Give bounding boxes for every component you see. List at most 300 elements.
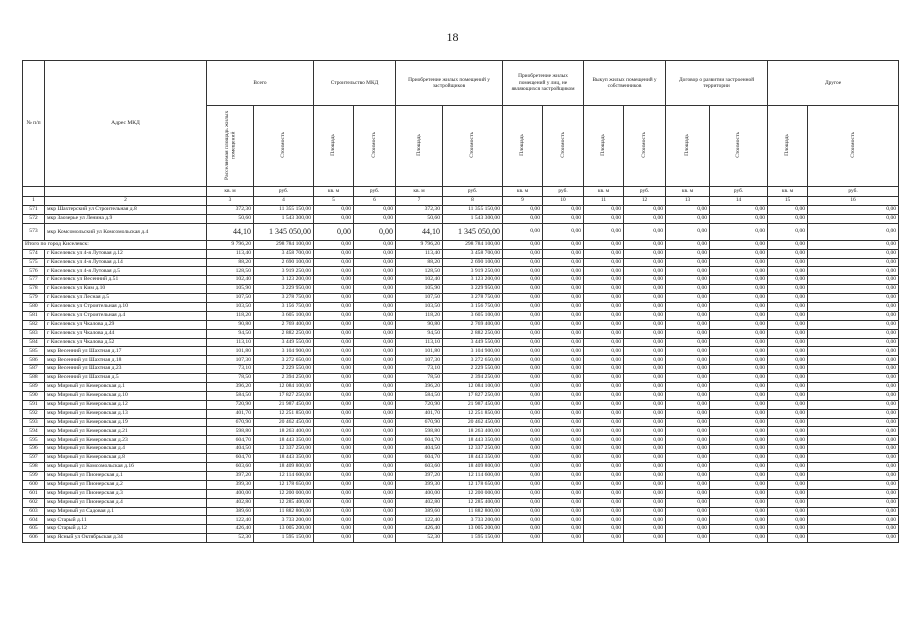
value-cell: 0,00 <box>354 214 396 223</box>
value-cell: 0,00 <box>808 294 899 303</box>
value-cell: 3 123 200,00 <box>443 276 503 285</box>
value-cell: 0,00 <box>768 507 808 516</box>
value-cell: 0,00 <box>584 489 624 498</box>
value-cell: 0,00 <box>503 329 543 338</box>
value-cell: 3 229 950,00 <box>443 285 503 294</box>
value-cell: 0,00 <box>808 347 899 356</box>
value-cell: 122,40 <box>396 516 443 525</box>
value-cell: 603,60 <box>207 463 254 472</box>
value-cell: 404,50 <box>207 445 254 454</box>
address-cell: мкр Старый д.12 <box>45 525 207 534</box>
value-cell: 0,00 <box>808 285 899 294</box>
value-cell: 0,00 <box>710 249 768 258</box>
value-cell: 0,00 <box>503 365 543 374</box>
value-cell: 12 114 600,00 <box>254 471 314 480</box>
value-cell: 0,00 <box>768 240 808 249</box>
value-cell: 0,00 <box>624 285 666 294</box>
value-cell: 0,00 <box>666 347 710 356</box>
value-cell: 720,90 <box>207 400 254 409</box>
value-cell: 18 443 350,00 <box>254 436 314 445</box>
header-sub-cost: Стоимость <box>443 106 503 187</box>
value-cell: 0,00 <box>710 463 768 472</box>
value-cell: 0,00 <box>808 303 899 312</box>
value-cell: 0,00 <box>503 240 543 249</box>
value-cell: 0,00 <box>584 436 624 445</box>
value-cell: 598,80 <box>396 427 443 436</box>
value-cell: 0,00 <box>314 347 354 356</box>
table-row <box>23 436 899 445</box>
value-cell: 0,00 <box>808 249 899 258</box>
value-cell: 0,00 <box>710 267 768 276</box>
table-row <box>23 489 899 498</box>
value-cell: 0,00 <box>543 365 584 374</box>
address-cell: г Киселевск ул Чкалова д.52 <box>45 338 207 347</box>
value-cell: 0,00 <box>584 454 624 463</box>
value-cell: 0,00 <box>624 365 666 374</box>
table-row <box>23 294 899 303</box>
unit-rub: руб. <box>543 187 584 197</box>
column-number: 15 <box>768 197 808 206</box>
value-cell: 0,00 <box>314 507 354 516</box>
column-number: 1 <box>23 197 45 206</box>
unit-cell <box>45 187 207 197</box>
value-cell: 0,00 <box>808 409 899 418</box>
header-sub-area-total: Расселяемая площадь жилых помещений <box>207 106 254 187</box>
value-cell: 0,00 <box>808 445 899 454</box>
unit-rub: руб. <box>354 187 396 197</box>
value-cell: 426,40 <box>207 525 254 534</box>
header-group-non-developers: Приобретение жилых помещений у лиц, не являющихся застройщиком <box>503 61 584 106</box>
value-cell: 0,00 <box>584 311 624 320</box>
value-cell: 0,00 <box>314 516 354 525</box>
value-cell: 78,50 <box>207 374 254 383</box>
row-number: 589 <box>23 383 45 392</box>
value-cell: 0,00 <box>666 534 710 543</box>
value-cell: 0,00 <box>584 427 624 436</box>
value-cell: 0,00 <box>768 391 808 400</box>
value-cell: 11 882 800,00 <box>254 507 314 516</box>
value-cell: 18 443 350,00 <box>254 454 314 463</box>
value-cell: 0,00 <box>710 498 768 507</box>
value-cell: 372,30 <box>396 206 443 215</box>
value-cell: 0,00 <box>584 445 624 454</box>
value-cell: 21 987 450,00 <box>443 400 503 409</box>
value-cell: 0,00 <box>768 480 808 489</box>
table-row <box>23 320 899 329</box>
value-cell: 107,50 <box>207 294 254 303</box>
total-row <box>23 240 899 249</box>
value-cell: 0,00 <box>503 320 543 329</box>
value-cell: 2 882 250,00 <box>254 329 314 338</box>
value-cell: 18 409 800,00 <box>254 463 314 472</box>
row-number: 597 <box>23 454 45 463</box>
table-row <box>23 249 899 258</box>
value-cell: 3 278 750,00 <box>443 294 503 303</box>
value-cell: 397,20 <box>207 471 254 480</box>
value-cell: 128,50 <box>396 267 443 276</box>
value-cell: 0,00 <box>666 445 710 454</box>
value-cell: 0,00 <box>624 534 666 543</box>
value-cell: 0,00 <box>314 206 354 215</box>
value-cell: 0,00 <box>354 480 396 489</box>
table-row <box>23 498 899 507</box>
value-cell: 3 104 900,00 <box>443 347 503 356</box>
value-cell: 0,00 <box>666 240 710 249</box>
value-cell: 0,00 <box>543 383 584 392</box>
column-number: 11 <box>584 197 624 206</box>
value-cell: 0,00 <box>314 223 354 240</box>
value-cell: 11 355 150,00 <box>443 206 503 215</box>
value-cell: 0,00 <box>314 436 354 445</box>
address-cell: мкр Мирный ул Пионерская д.1 <box>45 471 207 480</box>
value-cell: 0,00 <box>666 516 710 525</box>
value-cell: 0,00 <box>314 258 354 267</box>
value-cell: 584,50 <box>396 391 443 400</box>
value-cell: 3 449 550,00 <box>254 338 314 347</box>
value-cell: 0,00 <box>710 365 768 374</box>
value-cell: 0,00 <box>624 418 666 427</box>
value-cell: 3 229 950,00 <box>254 285 314 294</box>
value-cell: 0,00 <box>503 276 543 285</box>
value-cell: 0,00 <box>768 445 808 454</box>
value-cell: 0,00 <box>666 391 710 400</box>
table-row <box>23 285 899 294</box>
value-cell: 400,00 <box>207 489 254 498</box>
table-row <box>23 347 899 356</box>
value-cell: 12 337 250,00 <box>254 445 314 454</box>
table-row <box>23 525 899 534</box>
value-cell: 0,00 <box>543 507 584 516</box>
value-cell: 128,50 <box>207 267 254 276</box>
value-cell: 0,00 <box>666 258 710 267</box>
value-cell: 1 543 300,00 <box>443 214 503 223</box>
value-cell: 0,00 <box>543 427 584 436</box>
value-cell: 0,00 <box>768 338 808 347</box>
value-cell: 0,00 <box>503 347 543 356</box>
address-cell: мкр Весенний ул Шахтная д.5 <box>45 374 207 383</box>
unit-sqm: кв. м <box>768 187 808 197</box>
value-cell: 0,00 <box>666 409 710 418</box>
value-cell: 3 919 250,00 <box>443 267 503 276</box>
table-body <box>23 206 899 543</box>
value-cell: 12 251 850,00 <box>443 409 503 418</box>
value-cell: 0,00 <box>314 214 354 223</box>
column-number: 2 <box>45 197 207 206</box>
value-cell: 0,00 <box>666 285 710 294</box>
value-cell: 0,00 <box>354 427 396 436</box>
value-cell: 0,00 <box>503 214 543 223</box>
column-number: 7 <box>396 197 443 206</box>
value-cell: 396,20 <box>396 383 443 392</box>
value-cell: 0,00 <box>314 365 354 374</box>
value-cell: 0,00 <box>354 489 396 498</box>
table-row <box>23 258 899 267</box>
address-cell: мкр Мирный ул Кемеровская д.1 <box>45 383 207 392</box>
value-cell: 0,00 <box>314 303 354 312</box>
value-cell: 0,00 <box>503 534 543 543</box>
value-cell: 0,00 <box>503 454 543 463</box>
value-cell: 0,00 <box>666 294 710 303</box>
value-cell: 0,00 <box>503 427 543 436</box>
value-cell: 0,00 <box>584 471 624 480</box>
column-number-row <box>23 197 899 206</box>
value-cell: 0,00 <box>808 223 899 240</box>
value-cell: 3 272 650,00 <box>254 356 314 365</box>
value-cell: 0,00 <box>503 258 543 267</box>
address-cell: г Киселевск ул Чкалова д.44 <box>45 329 207 338</box>
value-cell: 0,00 <box>584 525 624 534</box>
value-cell: 0,00 <box>768 454 808 463</box>
value-cell: 0,00 <box>543 276 584 285</box>
value-cell: 426,40 <box>396 525 443 534</box>
value-cell: 3 919 250,00 <box>254 267 314 276</box>
value-cell: 0,00 <box>666 489 710 498</box>
value-cell: 50,60 <box>396 214 443 223</box>
value-cell: 0,00 <box>624 480 666 489</box>
value-cell: 0,00 <box>624 489 666 498</box>
value-cell: 389,60 <box>207 507 254 516</box>
value-cell: 0,00 <box>584 463 624 472</box>
header-sub-area: Площадь <box>666 106 710 187</box>
table-row <box>23 356 899 365</box>
value-cell: 0,00 <box>768 463 808 472</box>
value-cell: 12 178 650,00 <box>443 480 503 489</box>
value-cell: 0,00 <box>666 338 710 347</box>
value-cell: 0,00 <box>624 383 666 392</box>
value-cell: 113,40 <box>396 249 443 258</box>
value-cell: 12 084 100,00 <box>254 383 314 392</box>
value-cell: 0,00 <box>584 347 624 356</box>
value-cell: 3 733 200,00 <box>443 516 503 525</box>
address-cell: мкр Заозерье ул Ленина д.9 <box>45 214 207 223</box>
value-cell: 12 178 650,00 <box>254 480 314 489</box>
value-cell: 0,00 <box>666 267 710 276</box>
table-row <box>23 445 899 454</box>
value-cell: 0,00 <box>710 214 768 223</box>
value-cell: 9 796,20 <box>207 240 254 249</box>
value-cell: 0,00 <box>666 507 710 516</box>
value-cell: 0,00 <box>314 267 354 276</box>
value-cell: 0,00 <box>354 276 396 285</box>
header-group-buyout: Выкуп жилых помещений у собственников <box>584 61 666 106</box>
value-cell: 0,00 <box>503 516 543 525</box>
value-cell: 0,00 <box>710 445 768 454</box>
value-cell: 0,00 <box>314 498 354 507</box>
value-cell: 0,00 <box>808 480 899 489</box>
address-cell: г Киселевск ул 4-я Лутовая д.5 <box>45 267 207 276</box>
value-cell: 0,00 <box>710 454 768 463</box>
value-cell: 0,00 <box>503 303 543 312</box>
row-number: 605 <box>23 525 45 534</box>
value-cell: 2 229 550,00 <box>254 365 314 374</box>
value-cell: 0,00 <box>314 454 354 463</box>
value-cell: 0,00 <box>354 391 396 400</box>
value-cell: 0,00 <box>314 294 354 303</box>
value-cell: 0,00 <box>768 418 808 427</box>
value-cell: 0,00 <box>503 471 543 480</box>
value-cell: 0,00 <box>584 383 624 392</box>
value-cell: 0,00 <box>710 347 768 356</box>
value-cell: 0,00 <box>768 320 808 329</box>
row-number: 595 <box>23 436 45 445</box>
value-cell: 3 605 100,00 <box>254 311 314 320</box>
value-cell: 0,00 <box>314 276 354 285</box>
value-cell: 113,40 <box>207 249 254 258</box>
value-cell: 0,00 <box>808 507 899 516</box>
value-cell: 0,00 <box>624 206 666 215</box>
value-cell: 0,00 <box>354 240 396 249</box>
table-row <box>23 206 899 215</box>
value-cell: 118,20 <box>396 311 443 320</box>
value-cell: 298 784 100,00 <box>254 240 314 249</box>
value-cell: 0,00 <box>624 258 666 267</box>
value-cell: 389,60 <box>396 507 443 516</box>
value-cell: 0,00 <box>666 365 710 374</box>
value-cell: 0,00 <box>624 338 666 347</box>
address-cell: мкр Мирный ул Кемеровская д.23 <box>45 436 207 445</box>
value-cell: 0,00 <box>543 329 584 338</box>
value-cell: 0,00 <box>584 516 624 525</box>
value-cell: 73,10 <box>396 365 443 374</box>
value-cell: 0,00 <box>354 409 396 418</box>
value-cell: 0,00 <box>584 320 624 329</box>
value-cell: 0,00 <box>543 223 584 240</box>
value-cell: 0,00 <box>584 338 624 347</box>
value-cell: 0,00 <box>768 258 808 267</box>
value-cell: 0,00 <box>768 383 808 392</box>
value-cell: 50,60 <box>207 214 254 223</box>
unit-sqm: кв. м <box>207 187 254 197</box>
address-cell: мкр Ясный ул Октябрьская д.34 <box>45 534 207 543</box>
value-cell: 0,00 <box>808 365 899 374</box>
value-cell: 0,00 <box>624 400 666 409</box>
value-cell: 0,00 <box>314 400 354 409</box>
value-cell: 18 409 800,00 <box>443 463 503 472</box>
table-row <box>23 338 899 347</box>
value-cell: 0,00 <box>503 249 543 258</box>
value-cell: 0,00 <box>624 223 666 240</box>
value-cell: 3 123 200,00 <box>254 276 314 285</box>
value-cell: 0,00 <box>543 267 584 276</box>
value-cell: 0,00 <box>666 356 710 365</box>
value-cell: 0,00 <box>768 214 808 223</box>
address-cell: мкр Комсомольский ул Комсомольская д.4 <box>45 223 207 240</box>
value-cell: 0,00 <box>808 454 899 463</box>
row-number: 571 <box>23 206 45 215</box>
value-cell: 0,00 <box>354 206 396 215</box>
value-cell: 0,00 <box>314 471 354 480</box>
value-cell: 604,70 <box>396 454 443 463</box>
value-cell: 0,00 <box>354 285 396 294</box>
value-cell: 94,50 <box>207 329 254 338</box>
value-cell: 0,00 <box>314 329 354 338</box>
value-cell: 0,00 <box>314 240 354 249</box>
value-cell: 0,00 <box>503 374 543 383</box>
value-cell: 0,00 <box>584 374 624 383</box>
value-cell: 0,00 <box>710 329 768 338</box>
value-cell: 0,00 <box>354 507 396 516</box>
value-cell: 103,50 <box>396 303 443 312</box>
value-cell: 0,00 <box>710 489 768 498</box>
value-cell: 0,00 <box>584 223 624 240</box>
value-cell: 298 784 100,00 <box>443 240 503 249</box>
table-row <box>23 374 899 383</box>
value-cell: 1 345 050,00 <box>443 223 503 240</box>
value-cell: 584,50 <box>207 391 254 400</box>
page-number: 18 <box>446 30 459 44</box>
value-cell: 20 462 450,00 <box>254 418 314 427</box>
value-cell: 101,80 <box>207 347 254 356</box>
header-sub-cost: Стоимость <box>624 106 666 187</box>
address-cell: мкр Мирный ул Кемеровская д.13 <box>45 409 207 418</box>
table-row <box>23 391 899 400</box>
value-cell: 0,00 <box>768 427 808 436</box>
value-cell: 0,00 <box>666 471 710 480</box>
value-cell: 0,00 <box>503 418 543 427</box>
value-cell: 107,30 <box>396 356 443 365</box>
value-cell: 0,00 <box>624 409 666 418</box>
row-number: 601 <box>23 489 45 498</box>
value-cell: 0,00 <box>710 409 768 418</box>
value-cell: 0,00 <box>710 206 768 215</box>
value-cell: 1 595 150,00 <box>443 534 503 543</box>
value-cell: 0,00 <box>543 534 584 543</box>
value-cell: 0,00 <box>503 311 543 320</box>
value-cell: 73,10 <box>207 365 254 374</box>
column-number: 14 <box>710 197 768 206</box>
row-number: 602 <box>23 498 45 507</box>
unit-rub: руб. <box>254 187 314 197</box>
value-cell: 0,00 <box>768 267 808 276</box>
column-number: 4 <box>254 197 314 206</box>
value-cell: 0,00 <box>666 303 710 312</box>
value-cell: 0,00 <box>710 356 768 365</box>
address-cell: г Киселевск ул 4-я Лутовая д.12 <box>45 249 207 258</box>
value-cell: 0,00 <box>503 436 543 445</box>
header-group-construction: Строительство МКД <box>314 61 396 106</box>
value-cell: 0,00 <box>624 507 666 516</box>
value-cell: 0,00 <box>624 294 666 303</box>
value-cell: 399,30 <box>396 480 443 489</box>
unit-sqm: кв. м <box>584 187 624 197</box>
value-cell: 0,00 <box>624 471 666 480</box>
address-cell: мкр Шахтерский ул Строительная д.8 <box>45 206 207 215</box>
value-cell: 3 156 750,00 <box>254 303 314 312</box>
value-cell: 0,00 <box>314 338 354 347</box>
value-cell: 0,00 <box>768 206 808 215</box>
address-cell: г Киселевск ул 4-я Лутовая д.14 <box>45 258 207 267</box>
value-cell: 0,00 <box>543 463 584 472</box>
value-cell: 0,00 <box>584 206 624 215</box>
value-cell: 0,00 <box>666 418 710 427</box>
value-cell: 0,00 <box>768 498 808 507</box>
row-number: 587 <box>23 365 45 374</box>
table-row <box>23 214 899 223</box>
value-cell: 0,00 <box>624 454 666 463</box>
value-cell: 52,30 <box>207 534 254 543</box>
value-cell: 0,00 <box>543 249 584 258</box>
value-cell: 0,00 <box>768 276 808 285</box>
row-number: 582 <box>23 320 45 329</box>
value-cell: 101,80 <box>396 347 443 356</box>
value-cell: 0,00 <box>624 240 666 249</box>
address-cell: мкр Мирный ул Пионерская д.2 <box>45 480 207 489</box>
column-number: 9 <box>503 197 543 206</box>
value-cell: 0,00 <box>584 365 624 374</box>
value-cell: 0,00 <box>354 223 396 240</box>
value-cell: 107,50 <box>396 294 443 303</box>
value-cell: 0,00 <box>314 356 354 365</box>
